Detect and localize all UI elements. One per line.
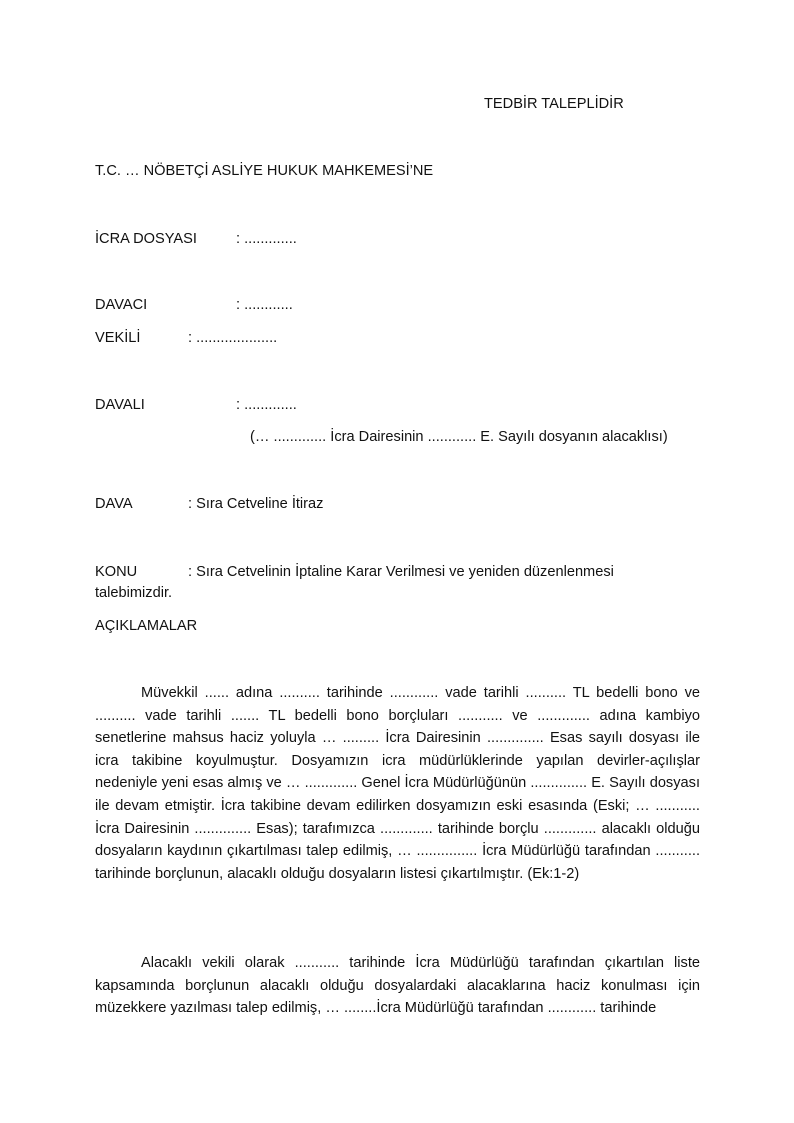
davali-value: : ............. (236, 397, 297, 413)
davaci-label: DAVACI (95, 297, 148, 313)
paragraph-1-text: Müvekkil ...... adına .......... tarihinde ............ vade tarihli .......... TL bedelli bono ve .......... vade tarihli ....... TL bedelli bono borçluları ........... ve ............. adına kambiyo senetlerine mahsus haciz yoluyla … ......... İcra Dairesinin .............. Esas sayılı dosyası ile icra takibine koyulmuştur. Dosyamızın icra müdürlüklerinde yapılan devirler-açılışlar nedeniyle yeni esas almış ve … ............. Genel İcra Müdürlüğünün .............. E. Sayılı dosyası ile devam etmiştir. İcra takibine devam edilirken dosyamızın eski esasında (Eski; … ........... İcra Dairesinin .............. Esas); tarafımızca ............. tarihinde borçlu ............. alacaklı olduğu dosyaların kaydının çıkartılması talep edilmiş, … ............... İcra Müdürlüğü tarafından ........... tarihinde borçlunun, alacaklı olduğu dosyaların listesi çıkartılmıştır. (Ek:1-2) (95, 685, 700, 882)
paragraph-1 (95, 682, 700, 885)
paragraph-2-text: Alacaklı vekili olarak ........... tarihinde İcra Müdürlüğü tarafından çıkartılan liste kapsamında borçlunun alacaklı olduğu dosyalardaki alacaklarına haciz konulması için müzekkere yazılması talep edilmiş, … ........İcra Müdürlüğü tarafından ............ tarihinde (95, 955, 700, 1017)
section-heading-aciklamalar: AÇIKLAMALAR (95, 618, 198, 634)
icra-dosyasi-value: : ............. (236, 231, 297, 247)
davali-note: (… ............. İcra Dairesinin ............ E. Sayılı dosyanın alacaklısı) (250, 429, 668, 445)
vekili-value: : .................... (188, 330, 278, 346)
davaci-value: : ............ (236, 297, 293, 313)
davali-label: DAVALI (95, 397, 145, 413)
dava-label: DAVA (95, 496, 133, 512)
header-title: TEDBİR TALEPLİDİR (484, 96, 624, 112)
vekili-label: VEKİLİ (95, 330, 141, 346)
paragraph-2 (95, 952, 700, 1020)
konu-value: : Sıra Cetvelinin İptaline Karar Verilmesi ve yeniden düzenlenmesi (188, 564, 614, 580)
konu-label: KONU (95, 564, 138, 580)
icra-dosyasi-label: İCRA DOSYASI (95, 231, 197, 247)
konu-value-continued: talebimizdir. (95, 585, 173, 601)
dava-value: : Sıra Cetveline İtiraz (188, 496, 324, 512)
court-name: T.C. … NÖBETÇİ ASLİYE HUKUK MAHKEMESİ’NE (95, 163, 434, 179)
